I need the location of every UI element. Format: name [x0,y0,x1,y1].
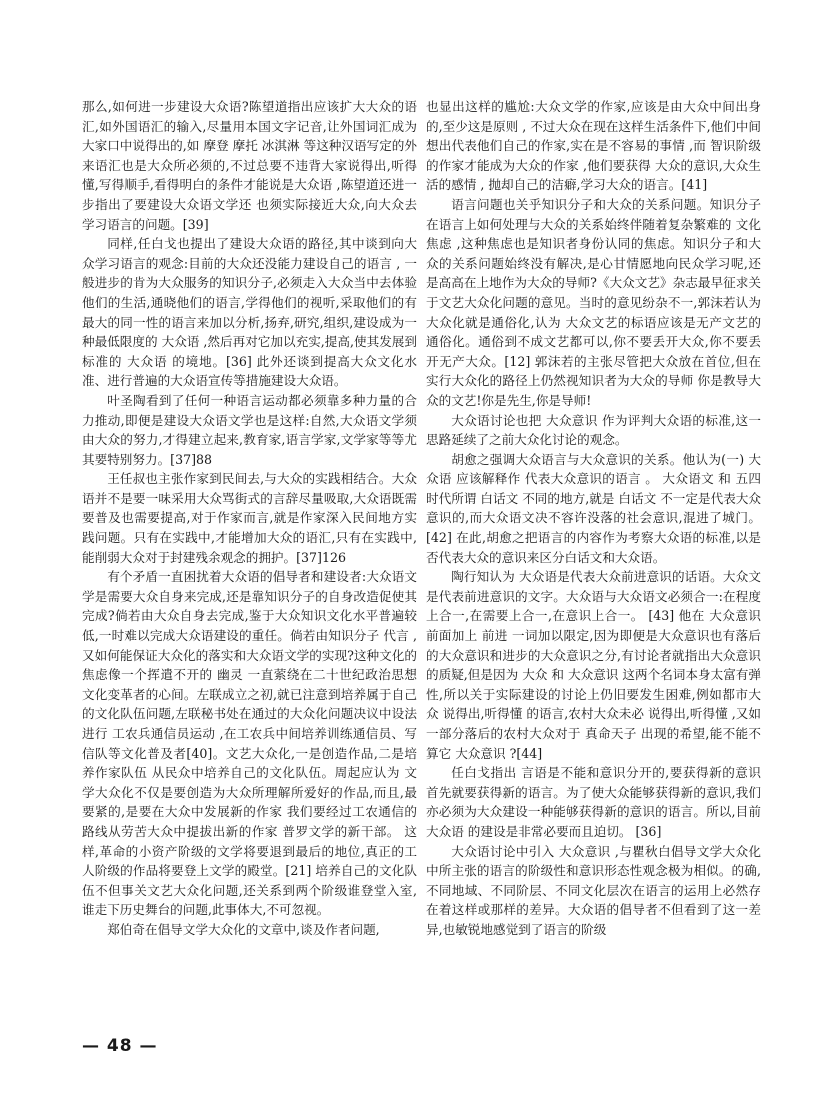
paragraph: 陶行知认为 大众语是代表大众前进意识的话语。大众文是代表前进意识的文字。大众语与大众语文必须合一:在程度上合一,在需要上合一,在意识上合一。 [43] 他在 大众意识 前面加上 前进 一词加以限定,因为即便是大众意识也有落后的大众意识和进步的大众意识之分,有讨论者就指出大众意识的质疑,但是因为 大众 和 大众意识 这两个名词本身太富有弹性,所以关于实际建设的讨论上仍旧要发生困难,例如都市大众 说得出,听得懂 的语言,农村大众未必 说得出,听得懂 ,又如一部分落后的农村大众对于 真命天子 出现的希望,能不能不算它 大众意识 ?[44] [426,569,761,761]
paragraph: 胡愈之强调大众语言与大众意识的关系。他认为(一) 大众语 应该解释作 代表大众意识的语言 。 大众语文 和 五四 时代所谓 白话文 不同的地方,就是 白话文 不一定是代表大众意识的,而大众语文决不容许没落的社会意识,混进了城门。[42] 在此,胡愈之把语言的内容作为考察大众语的标准,以是否代表大众的意识来区分白话文和大众语。 [426,451,761,565]
paragraph: 有个矛盾一直困扰着大众语的倡导者和建设者:大众语文学是需要大众自身来完成,还是靠知识分子的自身改造促使其完成?倘若由大众自身去完成,鉴于大众知识文化水平普遍较低,一时难以完成大众语建设的重任。倘若由知识分子 代言 ,又如何能保证大众化的落实和大众语文学的实现?这种文化的焦虑像一个挥遣不开的 幽灵 一直萦绕在二十世纪政治思想文化变革者的心间。左联成立之初,就已注意到培养属于自己的文化队伍问题,左联秘书处在通过的大众化问题决议中设法进行 工农兵通信员运动 ,在工农兵中间培养训练通信员、写信队等文化普及者[40]。文艺大众化,一是创造作品,二是培养作家队伍 从民众中培养自己的文化队伍。周起应认为 文学大众化不仅是要创造为大众所理解所爱好的作品,而且,最要紧的,是要在大众中发展新的作家 我们要经过工农通信的路线从劳苦大众中提拔出新的作家 普罗文学的新干部。 这样,革命的小资产阶级的文学将要退到最后的地位,真正的工人阶级的作品将要登上文学的殿堂。[21] 培养自己的文化队伍不但事关文艺大众化问题,还关系到两个阶级谁登堂入室,谁走下历史舞台的问题,此事体大,不可忽视。 [82,569,417,918]
paragraph: 同样,任白戈也提出了建设大众语的路径,其中谈到向大众学习语言的观念:目前的大众还没能力建设自己的语言 , 一般进步的肯为大众服务的知识分子,必须走入大众当中去体验他们的生活,通晓他们的语言,学得他们的视听,采取他们的有最大的同一性的语言来加以分析,扬弃,研究,组织,建设成为一种最低限度的 大众语 ,然后再对它加以充实,提高,使其发展到标准的 大众语 的境地。[36] 此外还谈到提高大众文化水准、进行普遍的大众语宣传等措施建设大众语。 [82,236,417,389]
page-number: — 48 — [82,1036,158,1056]
left-column [82,97,417,940]
paragraph: 叶圣陶看到了任何一种语言运动都必须靠多种力量的合力推动,即便是建设大众语文学也是这样:自然,大众语文学须由大众的努力,才得建立起来,教育家,语言学家,文学家等等尤其要特别努力。[37]88 [82,392,417,467]
paragraph: 语言问题也关乎知识分子和大众的关系问题。知识分子在语言上如何处理与大众的关系始终伴随着复杂繁难的 文化焦虑 ,这种焦虑也是知识者身份认同的焦虑。知识分子和大众的关系问题始终没有解决,是心甘情愿地向民众学习呢,还是高高在上地作为大众的导师?《大众文艺》杂志最早征求关于文艺大众化问题的意见。当时的意见纷杂不一,郭沫若认为大众化就是通俗化,认为 大众文艺的标语应该是无产文艺的通俗化。通俗到不成文艺都可以,你不要丢开大众,你不要丢开无产大众。[12] 郭沫若的主张尽管把大众放在首位,但在实行大众化的路径上仍然视知识者为大众的导师 你是教导大众的文艺!你是先生,你是导师! [426,196,761,408]
right-column [426,97,761,940]
paragraph: 大众语讨论中引入 大众意识 ,与瞿秋白倡导文学大众化中所主张的语言的阶级性和意识形态性观念极为相似。的确,不同地域、不同阶层、不同文化层次在语言的运用上必然存在着这样或那样的差异。大众语的倡导者不但看到了这一差异,也敏锐地感觉到了语言的阶级 [426,843,761,937]
paragraph: 任白戈指出 言语是不能和意识分开的,要获得新的意识首先就要获得新的语言。为了使大众能够获得新的意识,我们亦必须为大众建设一种能够获得新的意识的语言。所以,目前 大众语 的建设是非常必要而且迫切。 [36] [426,765,761,839]
paragraph: 那么,如何进一步建设大众语?陈望道指出应该扩大大众的语汇,如外国语汇的输入,尽量用本国文字记音,让外国词汇成为大家口中说得出的,如 摩登 摩托 冰淇淋 等这种汉语写定的外来语汇也是大众所必须的,不过总要不违背大家说得出,听得懂,写得顺手,看得明白的条件才能说是大众语 ,陈望道还进一步指出了要建设大众语文学还 也须实际接近大众,向大众去学习语言的问题。[39] [82,99,417,232]
paragraph: 郑伯奇在倡导文学大众化的文章中,谈及作者问题, [107,921,380,937]
paragraph: 也显出这样的尴尬:大众文学的作家,应该是由大众中间出身的,至少这是原则 , 不过大众在现在这样生活条件下,他们中间想出代表他们自己的作家,实在是不容易的事情 ,而 智识阶级的作家才能成为大众的作家 ,他们要获得 大众的意识,大众生活的感情 , 抛却自己的洁癖,学习大众的语言。[41] [426,99,761,193]
paragraph: 大众语讨论也把 大众意识 作为评判大众语的标准,这一思路延续了之前大众化讨论的观念。 [426,412,761,448]
paragraph: 王任叔也主张作家到民间去,与大众的实践相结合。大众语并不是要一味采用大众骂街式的言辞尽量吸取,大众语既需要普及也需要提高,对于作家而言,就是作家深入民间地方实践问题。只有在实践中,才能增加大众的语汇,只有在实践中,能削弱大众对于封建残余观念的拥护。[37]126 [82,471,417,565]
